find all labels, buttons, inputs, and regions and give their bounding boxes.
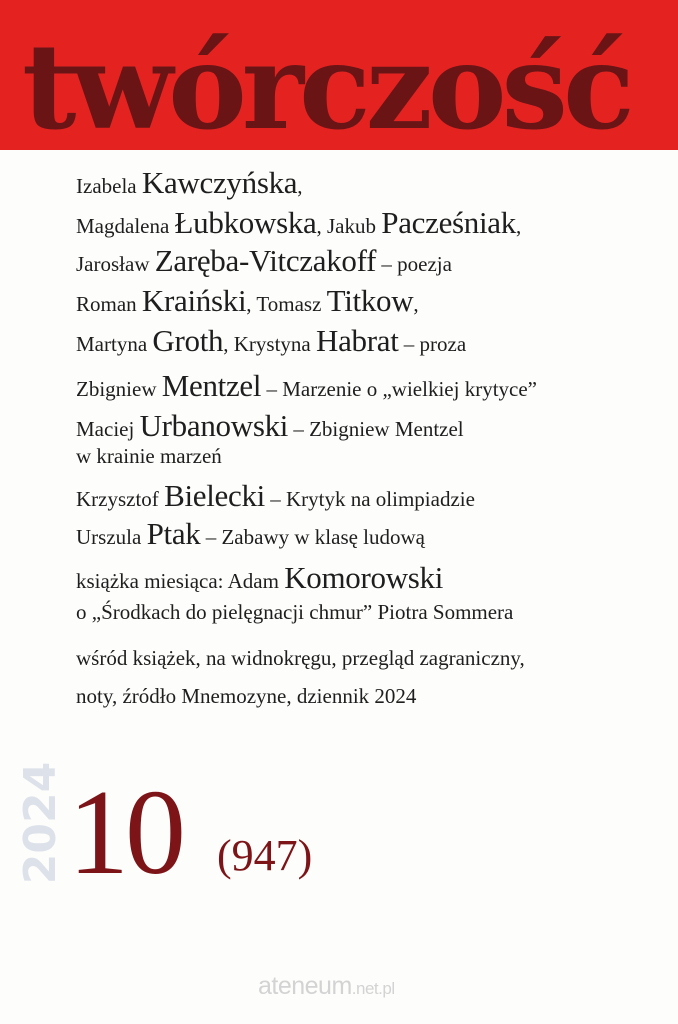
- contents-line: [76, 648, 525, 669]
- contents-text: – poezja: [376, 252, 452, 276]
- author-surname: Komorowski: [284, 560, 444, 595]
- contents-line: [76, 480, 475, 511]
- contents-line: [76, 446, 222, 467]
- watermark-suffix: .net.pl: [351, 979, 395, 998]
- contents-text: Zbigniew: [76, 377, 162, 401]
- contents-line: [76, 602, 513, 623]
- contents-text: noty, źródło Mnemozyne, dziennik 2024: [76, 684, 417, 708]
- author-surname: Mentzel: [161, 368, 262, 403]
- author-surname: Bielecki: [164, 478, 265, 513]
- author-surname: Urbanowski: [139, 408, 289, 443]
- contents-line: [76, 518, 425, 549]
- magazine-title: twórczość: [22, 17, 630, 156]
- contents-line: [76, 686, 416, 707]
- contents-line: [76, 370, 537, 401]
- contents-text: ,: [413, 292, 419, 316]
- author-surname: Ptak: [146, 516, 201, 551]
- watermark-main: ateneum: [258, 972, 352, 1000]
- contents-text: – Zabawy w klasę ludową: [200, 525, 426, 549]
- contents-line: [76, 207, 521, 238]
- contents-text: w krainie marzeń: [76, 444, 222, 468]
- contents-text: – Marzenie o „wielkiej krytyce”: [261, 377, 537, 401]
- issue-total-number: (947): [217, 831, 313, 880]
- author-surname: Pacześniak: [381, 205, 516, 240]
- author-surname: Kraiński: [141, 283, 247, 318]
- contents-text: , Jakub: [316, 214, 382, 238]
- contents-text: wśród książek, na widnokręgu, przegląd zagraniczny,: [76, 646, 525, 670]
- contents-text: Roman: [76, 292, 142, 316]
- contents-text: , Tomasz: [246, 292, 327, 316]
- vertical-year: 2024: [15, 761, 66, 885]
- author-surname: Groth: [152, 323, 224, 358]
- contents-line: [76, 325, 466, 356]
- contents-text: – Zbigniew Mentzel: [288, 417, 464, 441]
- contents-text: Izabela: [76, 174, 142, 198]
- watermark: [258, 972, 395, 1001]
- contents-text: ,: [515, 214, 522, 238]
- contents-text: Magdalena: [76, 214, 175, 238]
- contents-line: [76, 562, 443, 593]
- author-surname: Kawczyńska: [141, 165, 298, 200]
- contents-line: [76, 410, 464, 441]
- contents-text: Krzysztof: [76, 487, 165, 511]
- contents-text: Martyna: [76, 332, 153, 356]
- contents-text: – Krytyk na olimpiadzie: [264, 487, 475, 511]
- contents-text: Jarosław: [76, 252, 155, 276]
- contents-line: [76, 167, 303, 198]
- contents-text: o „Środkach do pielęgnacji chmur” Piotra Sommera: [76, 600, 514, 624]
- contents-text: ,: [297, 174, 303, 198]
- issue-number: 10: [68, 765, 182, 900]
- contents-text: książka miesiąca: Adam: [76, 569, 285, 593]
- contents-text: Maciej: [76, 417, 140, 441]
- contents-text: Urszula: [76, 525, 147, 549]
- author-surname: Titkow: [326, 283, 414, 318]
- author-surname: Zaręba-Vitczakoff: [154, 243, 377, 278]
- contents-text: , Krystyna: [223, 332, 316, 356]
- contents-text: – proza: [398, 332, 467, 356]
- author-surname: Habrat: [315, 323, 399, 358]
- contents-line: [76, 245, 452, 276]
- contents-line: [76, 285, 419, 316]
- author-surname: Łubkowska: [174, 205, 317, 240]
